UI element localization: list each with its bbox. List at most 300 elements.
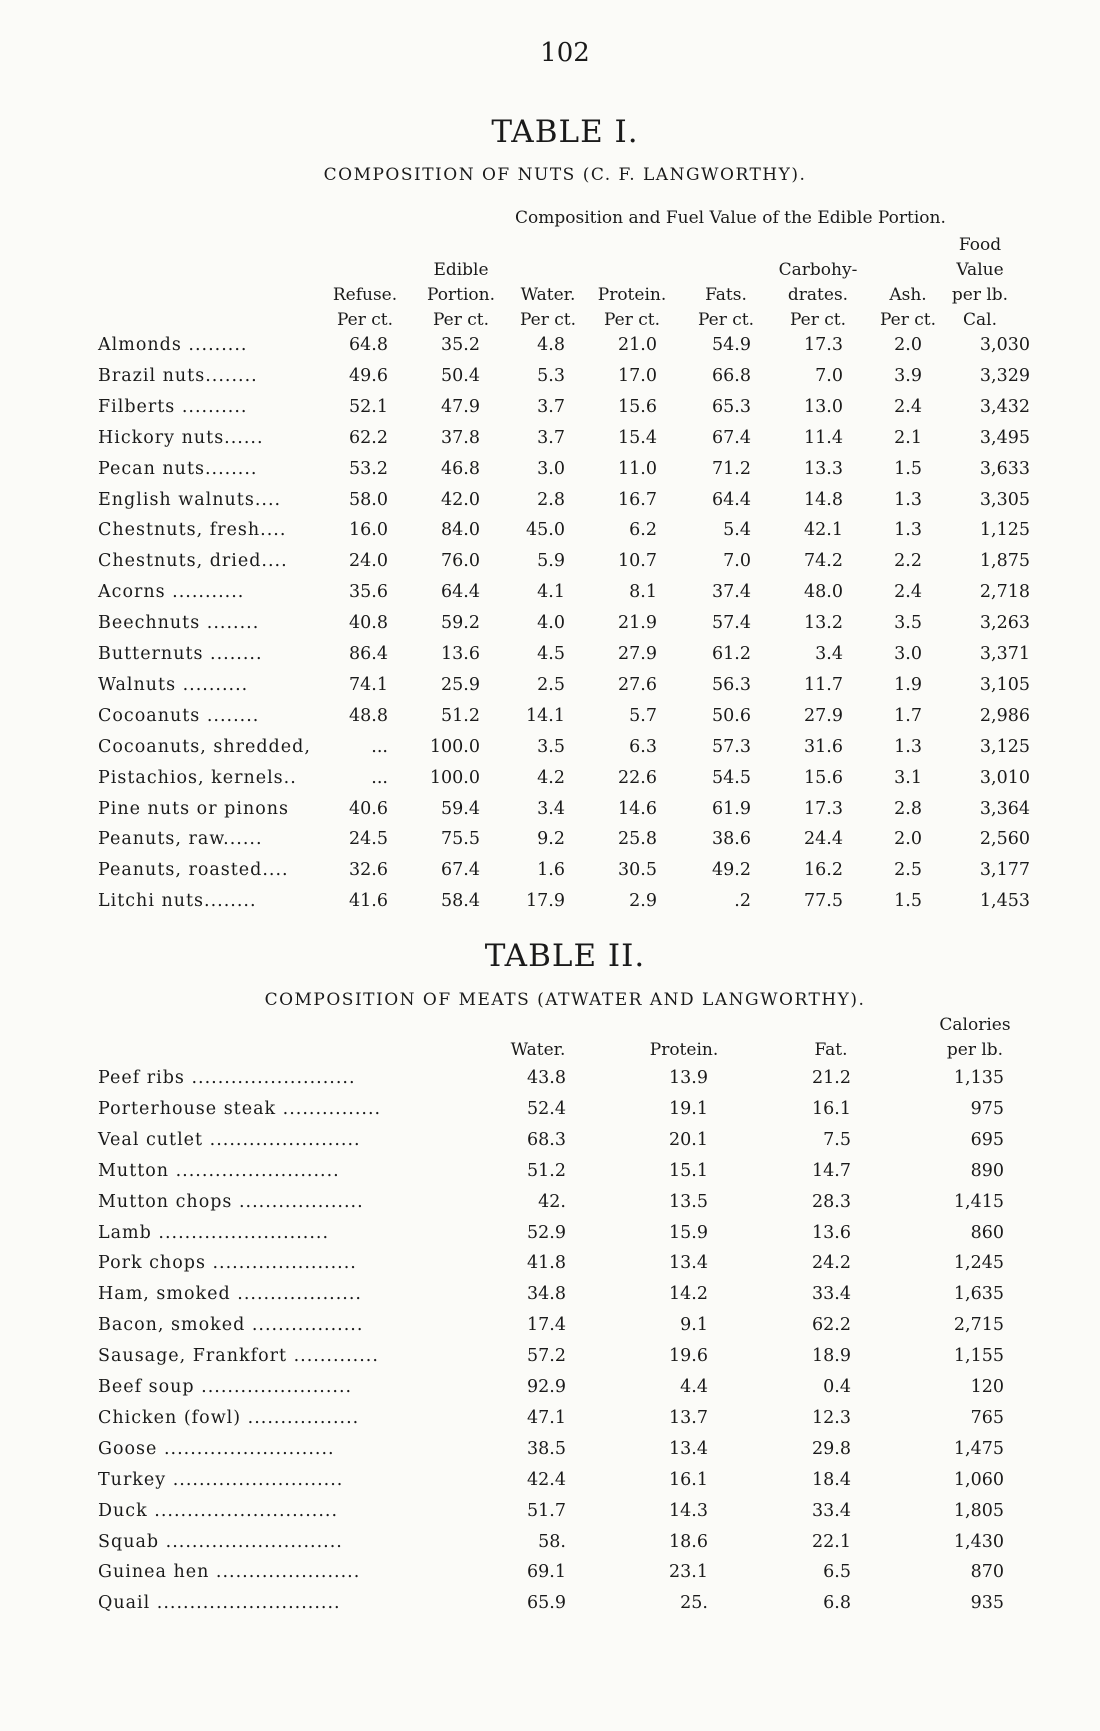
- cell-value: ...: [371, 767, 388, 788]
- table-row: [0, 397, 1100, 427]
- cell-value: 58.0: [349, 489, 388, 510]
- row-label: Bacon, smoked .................: [98, 1315, 364, 1336]
- table1-col-header: Food: [958, 235, 1002, 255]
- table-row: [0, 335, 1100, 365]
- cell-value: 27.6: [618, 674, 657, 695]
- cell-value: 86.4: [349, 644, 388, 664]
- cell-value: 74.2: [804, 551, 843, 572]
- cell-value: 12.3: [812, 1407, 851, 1428]
- table-row: [0, 737, 1100, 767]
- cell-value: 2.9: [629, 891, 657, 912]
- cell-value: 4.5: [537, 644, 565, 664]
- table1-col-header: drates.: [787, 285, 849, 305]
- cell-value: 1.5: [894, 891, 922, 912]
- cell-value: 64.4: [712, 489, 751, 510]
- table2-col-header: Protein.: [649, 1040, 719, 1060]
- cell-value: 14.2: [669, 1284, 708, 1305]
- row-label: Brazil nuts........: [98, 365, 258, 386]
- cell-value: 3.0: [894, 644, 922, 664]
- table-row: [0, 1501, 1100, 1531]
- cell-value: 35.2: [441, 335, 480, 355]
- cell-value: 1.6: [537, 860, 565, 881]
- cell-value: 51.2: [441, 705, 480, 726]
- table-row: [0, 1223, 1100, 1253]
- cell-value: 1.3: [894, 489, 922, 510]
- cell-value: 860: [970, 1222, 1004, 1243]
- cell-value: 58.4: [441, 891, 480, 912]
- table1-col-header: Per ct.: [603, 310, 661, 330]
- cell-value: 16.0: [349, 520, 388, 541]
- cell-value: 2,718: [979, 582, 1030, 603]
- cell-value: 1,635: [953, 1284, 1004, 1305]
- cell-value: 25.: [680, 1593, 708, 1614]
- cell-value: 4.1: [537, 582, 565, 603]
- cell-value: 15.1: [669, 1160, 708, 1181]
- cell-value: 54.9: [712, 335, 751, 355]
- cell-value: 65.3: [712, 396, 751, 417]
- table1-col-header: Per ct.: [789, 310, 847, 330]
- table2-col-header: Water.: [510, 1040, 566, 1060]
- cell-value: 40.6: [349, 798, 388, 819]
- cell-value: 29.8: [812, 1438, 851, 1459]
- row-label: Sausage, Frankfort .............: [98, 1346, 379, 1367]
- cell-value: 13.6: [812, 1222, 851, 1243]
- cell-value: 61.9: [712, 798, 751, 819]
- cell-value: 27.9: [618, 644, 657, 664]
- cell-value: 3.7: [537, 396, 565, 417]
- table1-col-header: Per ct.: [432, 310, 490, 330]
- row-label: Duck ............................: [98, 1500, 339, 1521]
- cell-value: 1,245: [953, 1253, 1004, 1274]
- table-row: [0, 675, 1100, 705]
- row-label: Almonds .........: [98, 335, 248, 355]
- row-label: Butternuts ........: [98, 644, 263, 664]
- cell-value: 17.4: [527, 1315, 566, 1336]
- cell-value: 43.8: [527, 1068, 566, 1088]
- table-row: [0, 1192, 1100, 1222]
- table-row: [0, 1470, 1100, 1500]
- cell-value: 3.5: [537, 736, 565, 757]
- row-label: Veal cutlet .......................: [98, 1129, 361, 1150]
- table-row: [0, 768, 1100, 798]
- cell-value: 3,125: [979, 736, 1030, 757]
- table-row: [0, 1253, 1100, 1283]
- cell-value: 120: [970, 1377, 1004, 1397]
- cell-value: 17.3: [804, 335, 843, 355]
- table-row: [0, 582, 1100, 612]
- cell-value: 52.1: [349, 396, 388, 417]
- page-number: 102: [540, 38, 590, 68]
- cell-value: 53.2: [349, 458, 388, 479]
- cell-value: 5.3: [537, 365, 565, 386]
- cell-value: 2.8: [537, 489, 565, 510]
- cell-value: 1,875: [979, 551, 1030, 572]
- cell-value: 3,305: [979, 489, 1030, 510]
- row-label: Walnuts ..........: [98, 674, 249, 695]
- table-row: [0, 1377, 1100, 1407]
- row-label: Chestnuts, fresh....: [98, 520, 287, 541]
- cell-value: 41.6: [349, 891, 388, 912]
- table-row: [0, 613, 1100, 643]
- row-label: Pecan nuts........: [98, 458, 258, 479]
- cell-value: 6.2: [629, 520, 657, 541]
- row-label: Peanuts, raw......: [98, 829, 263, 850]
- cell-value: 2.2: [894, 551, 922, 572]
- cell-value: 18.9: [812, 1346, 851, 1367]
- cell-value: 3,263: [979, 613, 1030, 634]
- cell-value: 14.1: [526, 705, 565, 726]
- cell-value: 3.9: [894, 365, 922, 386]
- cell-value: 61.2: [712, 644, 751, 664]
- cell-value: 13.3: [804, 458, 843, 479]
- cell-value: 22.1: [812, 1531, 851, 1552]
- cell-value: 2,715: [953, 1315, 1004, 1336]
- cell-value: 28.3: [812, 1191, 851, 1212]
- cell-value: 765: [970, 1407, 1004, 1428]
- cell-value: 51.7: [527, 1500, 566, 1521]
- cell-value: 1,125: [979, 520, 1030, 541]
- cell-value: 1,475: [953, 1438, 1004, 1459]
- cell-value: 14.6: [618, 798, 657, 819]
- cell-value: 3.7: [537, 427, 565, 448]
- cell-value: 2,560: [979, 829, 1030, 850]
- cell-value: 9.1: [680, 1315, 708, 1336]
- cell-value: 3,105: [979, 674, 1030, 695]
- cell-value: 49.6: [349, 365, 388, 386]
- cell-value: 14.8: [804, 489, 843, 510]
- row-label: Goose ..........................: [98, 1438, 335, 1459]
- table2-subtitle: COMPOSITION OF MEATS (ATWATER AND LANGWORTHY).: [264, 990, 866, 1010]
- cell-value: 17.3: [804, 798, 843, 819]
- cell-value: 19.6: [669, 1346, 708, 1367]
- cell-value: 58.: [538, 1531, 566, 1552]
- row-label: Pine nuts or pinons: [98, 798, 290, 819]
- cell-value: 35.6: [349, 582, 388, 603]
- cell-value: 4.0: [537, 613, 565, 634]
- cell-value: 3,364: [979, 798, 1030, 819]
- cell-value: 3,371: [979, 644, 1030, 664]
- row-label: Porterhouse steak ...............: [98, 1098, 382, 1119]
- cell-value: 16.1: [812, 1098, 851, 1119]
- row-label: Mutton chops ...................: [98, 1191, 364, 1212]
- table2-col-header: Fat.: [814, 1040, 848, 1060]
- table1-col-header: Refuse.: [332, 285, 398, 305]
- row-label: Pork chops ......................: [98, 1253, 357, 1274]
- cell-value: 8.1: [629, 582, 657, 603]
- cell-value: 15.4: [618, 427, 657, 448]
- table-row: [0, 799, 1100, 829]
- cell-value: 890: [970, 1160, 1004, 1181]
- cell-value: 3.4: [537, 798, 565, 819]
- cell-value: 77.5: [804, 891, 843, 912]
- cell-value: 1,135: [953, 1068, 1004, 1088]
- table1-title: TABLE I.: [491, 114, 639, 150]
- table2-col-header: Calories: [939, 1015, 1011, 1035]
- table1-col-header: Cal.: [963, 310, 997, 330]
- cell-value: 48.8: [349, 705, 388, 726]
- cell-value: 3,177: [979, 860, 1030, 881]
- cell-value: 57.2: [527, 1346, 566, 1367]
- row-label: Filberts ..........: [98, 396, 248, 417]
- table1-col-header: Water.: [520, 285, 576, 305]
- cell-value: 14.7: [812, 1160, 851, 1181]
- cell-value: 16.1: [669, 1469, 708, 1490]
- row-label: Beechnuts ........: [98, 613, 260, 634]
- table-row: [0, 1099, 1100, 1129]
- cell-value: 935: [970, 1593, 1004, 1614]
- row-label: Turkey ..........................: [98, 1469, 344, 1490]
- cell-value: 2,986: [979, 705, 1030, 726]
- cell-value: 1,060: [953, 1469, 1004, 1490]
- table1-col-header: Per ct.: [697, 310, 755, 330]
- cell-value: 32.6: [349, 860, 388, 881]
- cell-value: 14.3: [669, 1500, 708, 1521]
- cell-value: 62.2: [812, 1315, 851, 1336]
- cell-value: 68.3: [527, 1129, 566, 1150]
- cell-value: 38.6: [712, 829, 751, 850]
- cell-value: 11.0: [618, 458, 657, 479]
- cell-value: 42.: [538, 1191, 566, 1212]
- cell-value: 42.1: [804, 520, 843, 541]
- table-row: [0, 1532, 1100, 1562]
- cell-value: 7.0: [815, 365, 843, 386]
- row-label: Peanuts, roasted....: [98, 860, 289, 881]
- table1-subtitle: COMPOSITION OF NUTS (C. F. LANGWORTHY).: [323, 165, 807, 185]
- cell-value: 3,633: [979, 458, 1030, 479]
- cell-value: 24.2: [812, 1253, 851, 1274]
- cell-value: 13.6: [441, 644, 480, 664]
- cell-value: 15.9: [669, 1222, 708, 1243]
- cell-value: 2.4: [894, 582, 922, 603]
- cell-value: 41.8: [527, 1253, 566, 1274]
- cell-value: 59.4: [441, 798, 480, 819]
- cell-value: 37.8: [441, 427, 480, 448]
- cell-value: 25.8: [618, 829, 657, 850]
- row-label: Cocoanuts, shredded,: [98, 736, 311, 757]
- cell-value: 65.9: [527, 1593, 566, 1614]
- cell-value: 1,805: [953, 1500, 1004, 1521]
- cell-value: 47.1: [527, 1407, 566, 1428]
- table-row: [0, 1284, 1100, 1314]
- cell-value: 25.9: [441, 674, 480, 695]
- cell-value: 66.8: [712, 365, 751, 386]
- row-label: English walnuts....: [98, 489, 282, 510]
- cell-value: 57.3: [712, 736, 751, 757]
- table-row: [0, 1562, 1100, 1592]
- cell-value: 42.0: [441, 489, 480, 510]
- cell-value: 56.3: [712, 674, 751, 695]
- cell-value: 21.9: [618, 613, 657, 634]
- cell-value: 71.2: [712, 458, 751, 479]
- table-row: [0, 551, 1100, 581]
- cell-value: 52.4: [527, 1098, 566, 1119]
- table-row: [0, 1439, 1100, 1469]
- cell-value: 33.4: [812, 1500, 851, 1521]
- cell-value: 1.3: [894, 520, 922, 541]
- cell-value: 6.8: [823, 1593, 851, 1614]
- cell-value: 3,329: [979, 365, 1030, 386]
- row-label: Pistachios, kernels..: [98, 767, 297, 788]
- table-row: [0, 1408, 1100, 1438]
- row-label: Lamb ..........................: [98, 1222, 330, 1243]
- cell-value: 62.2: [349, 427, 388, 448]
- cell-value: 18.6: [669, 1531, 708, 1552]
- table-row: [0, 366, 1100, 396]
- table-row: [0, 706, 1100, 736]
- cell-value: 13.5: [669, 1191, 708, 1212]
- cell-value: 10.7: [618, 551, 657, 572]
- cell-value: 24.0: [349, 551, 388, 572]
- row-label: Peef ribs .........................: [98, 1068, 356, 1088]
- cell-value: .2: [734, 891, 751, 912]
- table-row: [0, 520, 1100, 550]
- table-row: [0, 1315, 1100, 1345]
- table-row: [0, 459, 1100, 489]
- cell-value: 38.5: [527, 1438, 566, 1459]
- cell-value: 16.2: [804, 860, 843, 881]
- cell-value: 975: [970, 1098, 1004, 1119]
- cell-value: 5.7: [629, 705, 657, 726]
- table1-col-header: Per ct.: [879, 310, 937, 330]
- cell-value: 84.0: [441, 520, 480, 541]
- cell-value: 11.4: [804, 427, 843, 448]
- cell-value: 50.6: [712, 705, 751, 726]
- cell-value: 4.4: [680, 1377, 708, 1397]
- table1-col-header: Per ct.: [519, 310, 577, 330]
- cell-value: 50.4: [441, 365, 480, 386]
- cell-value: 24.4: [804, 829, 843, 850]
- cell-value: 47.9: [441, 396, 480, 417]
- cell-value: 64.8: [349, 335, 388, 355]
- table1-col-header: Carbohy-: [778, 260, 858, 280]
- cell-value: 30.5: [618, 860, 657, 881]
- table1-col-header: Protein.: [597, 285, 667, 305]
- table2-col-header: per lb.: [946, 1040, 1004, 1060]
- cell-value: 24.5: [349, 829, 388, 850]
- cell-value: 42.4: [527, 1469, 566, 1490]
- cell-value: 3,030: [979, 335, 1030, 355]
- row-label: Cocoanuts ........: [98, 705, 260, 726]
- cell-value: 2.4: [894, 396, 922, 417]
- table-row: [0, 1593, 1100, 1623]
- cell-value: 57.4: [712, 613, 751, 634]
- cell-value: 21.0: [618, 335, 657, 355]
- cell-value: 15.6: [804, 767, 843, 788]
- row-label: Chicken (fowl) .................: [98, 1407, 360, 1428]
- cell-value: 1,415: [953, 1191, 1004, 1212]
- cell-value: 9.2: [537, 829, 565, 850]
- table1-col-header: Portion.: [427, 285, 495, 305]
- cell-value: 54.5: [712, 767, 751, 788]
- cell-value: 13.0: [804, 396, 843, 417]
- cell-value: 3.4: [815, 644, 843, 664]
- cell-value: 1.5: [894, 458, 922, 479]
- cell-value: 48.0: [804, 582, 843, 603]
- cell-value: 49.2: [712, 860, 751, 881]
- cell-value: 695: [970, 1129, 1004, 1150]
- table2-title: TABLE II.: [484, 938, 646, 974]
- cell-value: 1,453: [979, 891, 1030, 912]
- row-label: Acorns ...........: [98, 582, 245, 603]
- table-row: [0, 829, 1100, 859]
- cell-value: 17.9: [526, 891, 565, 912]
- cell-value: 13.9: [669, 1068, 708, 1088]
- table1-col-header: Fats.: [705, 285, 747, 305]
- cell-value: 5.4: [723, 520, 751, 541]
- table-row: [0, 1161, 1100, 1191]
- cell-value: 100.0: [429, 767, 480, 788]
- cell-value: 870: [970, 1562, 1004, 1583]
- cell-value: 75.5: [441, 829, 480, 850]
- cell-value: 52.9: [527, 1222, 566, 1243]
- cell-value: 51.2: [527, 1160, 566, 1181]
- cell-value: 2.1: [894, 427, 922, 448]
- row-label: Ham, smoked ...................: [98, 1284, 362, 1305]
- cell-value: 31.6: [804, 736, 843, 757]
- cell-value: 16.7: [618, 489, 657, 510]
- table-row: [0, 490, 1100, 520]
- cell-value: 13.4: [669, 1253, 708, 1274]
- table-row: [0, 860, 1100, 890]
- cell-value: 92.9: [527, 1377, 566, 1397]
- cell-value: ...: [371, 736, 388, 757]
- cell-value: 1,155: [953, 1346, 1004, 1367]
- cell-value: 100.0: [429, 736, 480, 757]
- cell-value: 3.1: [894, 767, 922, 788]
- cell-value: 7.5: [823, 1129, 851, 1150]
- cell-value: 13.4: [669, 1438, 708, 1459]
- cell-value: 23.1: [669, 1562, 708, 1583]
- cell-value: 2.5: [894, 860, 922, 881]
- cell-value: 2.0: [894, 829, 922, 850]
- table-row: [0, 1068, 1100, 1098]
- row-label: Hickory nuts......: [98, 427, 264, 448]
- table-row: [0, 428, 1100, 458]
- cell-value: 4.2: [537, 767, 565, 788]
- row-label: Beef soup .......................: [98, 1377, 353, 1397]
- cell-value: 76.0: [441, 551, 480, 572]
- row-label: Chestnuts, dried....: [98, 551, 288, 572]
- cell-value: 19.1: [669, 1098, 708, 1119]
- table-row: [0, 891, 1100, 921]
- cell-value: 67.4: [441, 860, 480, 881]
- cell-value: 4.8: [537, 335, 565, 355]
- cell-value: 6.3: [629, 736, 657, 757]
- cell-value: 3.0: [537, 458, 565, 479]
- cell-value: 33.4: [812, 1284, 851, 1305]
- row-label: Quail ............................: [98, 1593, 341, 1614]
- row-label: Litchi nuts........: [98, 891, 257, 912]
- cell-value: 11.7: [804, 674, 843, 695]
- cell-value: 13.2: [804, 613, 843, 634]
- cell-value: 13.7: [669, 1407, 708, 1428]
- cell-value: 20.1: [669, 1129, 708, 1150]
- cell-value: 3,010: [979, 767, 1030, 788]
- cell-value: 59.2: [441, 613, 480, 634]
- cell-value: 3.5: [894, 613, 922, 634]
- cell-value: 5.9: [537, 551, 565, 572]
- cell-value: 45.0: [526, 520, 565, 541]
- table1-col-header: per lb.: [951, 285, 1009, 305]
- cell-value: 74.1: [349, 674, 388, 695]
- cell-value: 27.9: [804, 705, 843, 726]
- cell-value: 6.5: [823, 1562, 851, 1583]
- cell-value: 7.0: [723, 551, 751, 572]
- table1-col-header: Value: [956, 260, 1004, 280]
- row-label: Mutton .........................: [98, 1160, 340, 1181]
- cell-value: 37.4: [712, 582, 751, 603]
- table-row: [0, 1346, 1100, 1376]
